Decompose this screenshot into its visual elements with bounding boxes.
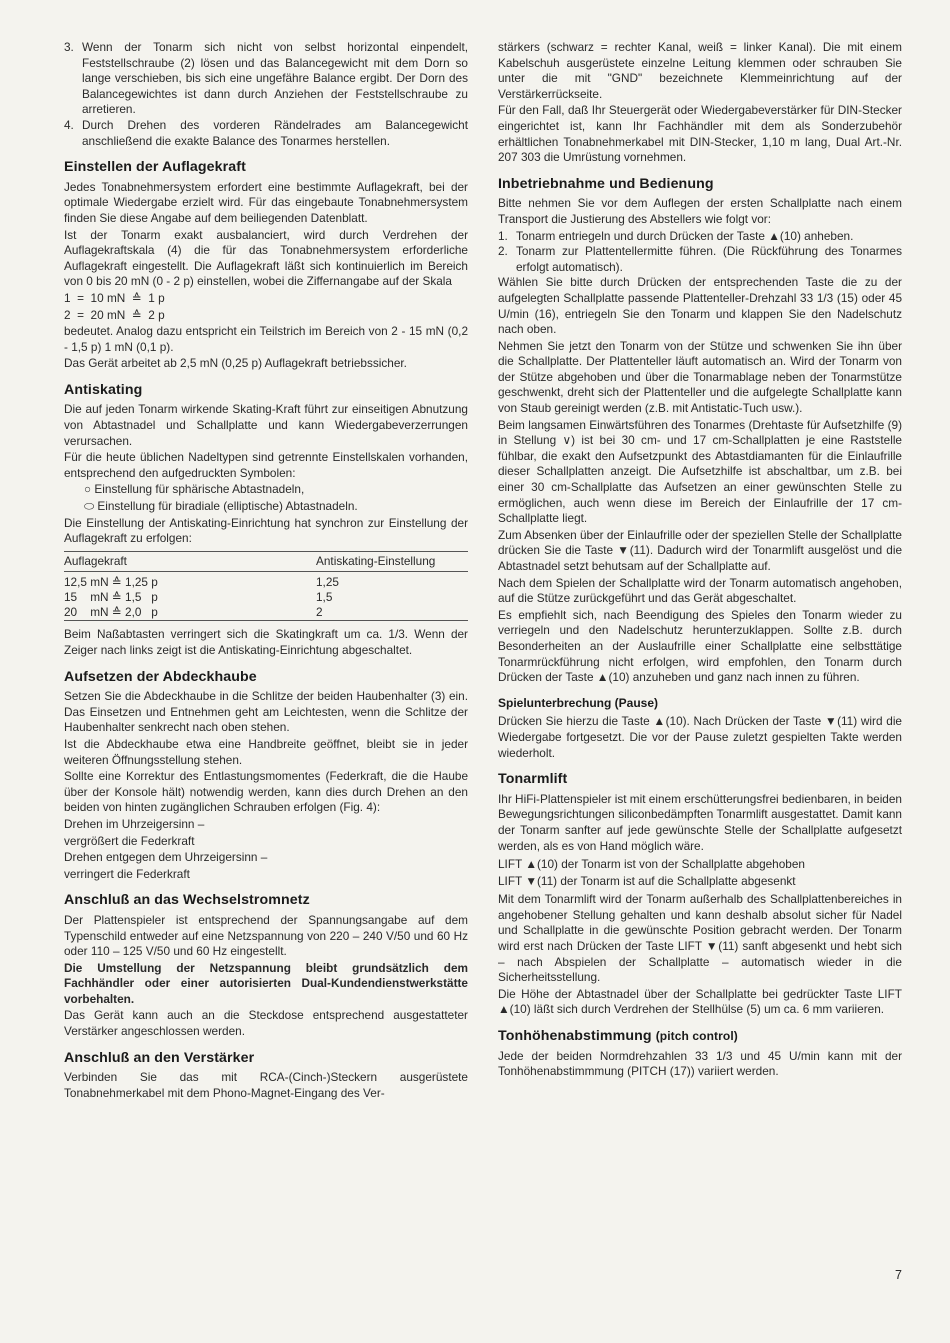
page-number: 7 <box>895 1268 902 1282</box>
paragraph: Mit dem Tonarmlift wird der Tonarm außerhalb des Schallplattenbereiches in angehobener Stellung gehalten und kann deshalb absolut sicher für Nadel und Schallplatte in die gewünschte Position gebracht werden. Der Tonarm wird erst nach Drücken der Taste LIFT ▼(11) sanft abgesenkt und hebt sich – nach Abspielen der Schallplatte – automatisch wieder in die Sicherheitsstellung. <box>498 892 902 985</box>
equation-line: 1 = 10 mN ≙ 1 p <box>64 290 165 305</box>
balance-steps-list <box>64 40 468 149</box>
table-header: Antiskating-Einstellung <box>316 551 468 572</box>
paragraph: Für die heute üblichen Nadeltypen sind getrennte Einstellskalen vorhanden, entsprechend den aufgedruckten Symbolen: <box>64 450 468 480</box>
paragraph: Beim Naßabtasten verringert sich die Skatingkraft um ca. 1/3. Wenn der Zeiger nach links zeigt ist die Antiskating-Einrichtung abgeschaltet. <box>64 627 468 657</box>
bold-notice: Die Umstellung der Netzspannung bleibt grundsätzlich dem Fachhändler oder einer autorisierten Dual-Kundendienstwerkstätte vorbehalten. <box>64 960 468 1006</box>
right-column <box>498 40 902 1081</box>
section-heading-inbetriebnahme: Inbetriebnahme und Bedienung <box>498 175 714 192</box>
paragraph: Jedes Tonabnehmersystem erfordert eine bestimmte Auflagekraft, bei der optimale Wiedergabe erzielt wird. Für das eingebaute Tonabnehmersystem finden Sie diese Angabe auf dem beiliegenden Datenblatt. <box>64 179 468 225</box>
text-line: LIFT ▲(10) der Tonarm ist von der Schallplatte abgehoben <box>498 857 805 872</box>
list-item: 1. Tonarm entriegeln und durch Drücken der Taste ▲(10) anheben. <box>498 228 854 243</box>
paragraph: Sollte eine Korrektur des Entlastungsmomentes (Federkraft, die die Haube über der Konsole hält) notwendig werden, kann dies durch Drehen an den beiden von hinten zugänglichen Schrauben erfolgen (Fig. 4): <box>64 769 468 815</box>
table-row: 15 mN ≙ 1,5 p 1,5 <box>64 590 333 605</box>
paragraph: Es empfiehlt sich, nach Beendigung des Spieles den Tonarm wieder zu verriegeln und den Nadelschutz herunterzuklappen. Sollte z.B. durch Besonderheiten an der Auslaufrille einer Schallplatte eine selbsttätige Tonarmrückführung nicht erfolgen, wird empfohlen, den Tonarm durch Drücken der Taste ▲(10) anzuheben und ganz nach innen zu führen. <box>498 607 902 685</box>
paragraph: Wählen Sie bitte durch Drücken der entsprechenden Taste die zu der aufgelegten Schallplatte passende Plattenteller-Drehzahl 33 1/3 (15) oder 45 U/min (16), entriegeln Sie den Tonarm und klappen Sie den Nadelschutz nach oben. <box>498 275 902 337</box>
paragraph: Verbinden Sie das mit RCA-(Cinch-)Steckern ausgerüstete Tonabnehmerkabel mit dem Phono-Magnet-Eingang des Ver- <box>64 1070 468 1100</box>
text-line: verringert die Federkraft <box>64 866 190 881</box>
section-heading-auflagekraft: Einstellen der Auflagekraft <box>64 159 246 176</box>
paragraph: Die Einstellung der Antiskating-Einrichtung hat synchron zur Einstellung der Auflagekraft zu erfolgen: <box>64 515 468 546</box>
paragraph: Das Gerät arbeitet ab 2,5 mN (0,25 p) Auflagekraft betriebssicher. <box>64 356 407 371</box>
table-row: 12,5 mN ≙ 1,25 p 1,25 <box>64 575 339 590</box>
text-line: LIFT ▼(11) der Tonarm ist auf die Schallplatte abgesenkt <box>498 873 796 888</box>
antiskating-table <box>64 551 468 622</box>
paragraph: bedeutet. Analog dazu entspricht ein Teilstrich im Bereich von 2 - 15 mN (0,2 - 1,5 p) 1 mN (0,1 p). <box>64 324 468 354</box>
section-heading-netz: Anschluß an das Wechselstromnetz <box>64 892 310 909</box>
section-heading-verstaerker: Anschluß an den Verstärker <box>64 1049 255 1066</box>
subsection-heading-pause: Spielunterbrechung (Pause) <box>498 695 659 710</box>
equation-line: 2 = 20 mN ≙ 2 p <box>64 307 165 322</box>
paragraph: Drücken Sie hierzu die Taste ▲(10). Nach Drücken der Taste ▼(11) wird die Wiedergabe fortgesetzt. Die vor der Pause zuletzt gespielten Takte werden wiederholt. <box>498 714 902 760</box>
paragraph: Nach dem Spielen der Schallplatte wird der Tonarm automatisch angehoben, auf die Stütze zurückgeführt und das Gerät abgeschaltet. <box>498 575 902 606</box>
paragraph: Das Gerät kann auch an die Steckdose entsprechend ausgestatteter Verstärker angeschlossen werden. <box>64 1008 468 1039</box>
paragraph: Beim langsamen Einwärtsführen des Tonarmes (Drehtaste für Aufsetzhilfe (9) in Stellung ∨) ist bei 30 cm- und 17 cm-Schallplatten je eine Raststelle fühlbar, die exakt den Aufsetzpunkt des Abtastdiamanten für die Einlaufrille dieser Schallplatten anzeigt. Die Aufsetzhilfe ist abschaltbar, um z.B. bei einer 30 cm-Schallplatte das Aufsetzen an einer gewünschten Stelle zu ermöglichen, auch wenn diese im Bereich der Einlaufrille der 17 cm-Schallplatte liegt. <box>498 417 902 526</box>
pitch-heading-main: Tonhöhenabstimmung <box>498 1028 652 1045</box>
paragraph: Ihr HiFi-Plattenspieler ist mit einem erschütterungsfrei bedienbaren, in beiden Bewegungsrichtungen siliconbedämpften Tonarmlift ausgestattet. Damit kann der Tonarm sanfter auf jede gewünschte Stelle der Schallplatte aufgesetzt werden, als es von Hand möglich wäre. <box>498 791 902 853</box>
paragraph: stärkers (schwarz = rechter Kanal, weiß = linker Kanal). Die mit einem Kabelschuh ausgerüstete einzelne Leitung klemmen oder schrauben Sie unter die mit "GND" bezeichnete Klemmeinrichtung auf der Verstärkerrückseite. <box>498 40 902 101</box>
table-header: Auflagekraft <box>64 551 316 572</box>
left-column <box>64 40 468 1102</box>
paragraph: Jede der beiden Normdrehzahlen 33 1/3 und 45 U/min kann mit der Tonhöhenabstimmmung (PITCH (17)) variiert werden. <box>498 1048 902 1079</box>
text-line: Drehen entgegen dem Uhrzeigersinn – <box>64 850 268 865</box>
list-item: 2. Tonarm zur Plattentellermitte führen. (Die Rückführung des Tonarmes erfolgt automatisch). <box>498 244 902 274</box>
list-item: 4. Durch Drehen des vorderen Rändelrades am Balancegewicht anschließend die exakte Balance des Tonarmes herstellen. <box>64 117 468 148</box>
pitch-heading-sub: (pitch control) <box>655 1029 738 1044</box>
paragraph: Setzen Sie die Abdeckhaube in die Schlitze der beiden Haubenhalter (3) ein. Das Einsetzen und Entnehmen geht am Leichtesten, wenn die Schlitze der Haubenhalter senkrecht nach oben stehen. <box>64 689 468 735</box>
list-item: 3. Wenn der Tonarm sich nicht von selbst horizontal einpendelt, Feststellschraube (2) lösen und das Balancegewicht mit dem Dorn so lange verschieben, bis sich eine ungefähre Balance ergibt. Der Dorn des Balancegewichtes ist dann durch Anziehen der Feststellschraube zu arretieren. <box>64 40 468 117</box>
paragraph: Die auf jeden Tonarm wirkende Skating-Kraft führt zur einseitigen Abnutzung von Abtastnadel und Schallplatte und kann Wiedergabeverzerrungen verursachen. <box>64 402 468 448</box>
section-heading-pitch <box>498 1029 902 1045</box>
paragraph: Ist der Tonarm exakt ausbalanciert, wird durch Verdrehen der Auflagekraftskala (4) die für das Tonabnehmersystem erforderliche Auflagekraft eingestellt. Die Auflagekraft läßt sich kontinuierlich im Bereich von 0 bis 20 mN (0 - 2 p) einstellen, wobei die Ziffernangabe auf der Skala <box>64 227 468 289</box>
paragraph: Zum Absenken über der Einlaufrille oder der speziellen Stelle der Schallplatte drücken Sie die Taste ▼(11). Dadurch wird der Tonarmlift ausgelöst und die Abtastnadel setzt behutsam auf der Schallplatte auf. <box>498 527 902 573</box>
paragraph: Der Plattenspieler ist entsprechend der Spannungsangabe auf dem Typenschild entweder auf eine Netzspannung von 220 – 240 V/50 und 60 Hz oder 110 – 125 V/50 und 60 Hz eingestellt. <box>64 912 468 959</box>
paragraph: Bitte nehmen Sie vor dem Auflegen der ersten Schallplatte nach einem Transport die Justierung des Abstellers wie folgt vor: <box>498 196 902 226</box>
section-heading-antiskating: Antiskating <box>64 381 143 398</box>
setup-steps-list <box>498 229 902 276</box>
symbol-line-biradial: ⬭ Einstellung für biradiale (elliptische) Abtastnadeln. <box>84 499 358 514</box>
paragraph: Nehmen Sie jetzt den Tonarm von der Stütze und schwenken Sie ihn über die Schallplatte. Der Plattenteller läuft automatisch an. Wird der Tonarm von der Stütze abgehoben und über die Tonarmablage neben der Tonarmstütze geschwenkt, dreht sich der Plattenteller und die aufgelegte Schallplatte kann von Staub gereinigt werden (z.B. mit Antistatic-Tuch usw.). <box>498 338 902 416</box>
table-row: 20 mN ≙ 2,0 p 2 <box>64 605 468 621</box>
section-heading-abdeckhaube: Aufsetzen der Abdeckhaube <box>64 668 257 685</box>
section-heading-tonarmlift: Tonarmlift <box>498 771 568 788</box>
paragraph: Ist die Abdeckhaube etwa eine Handbreite geöffnet, bleibt sie in jeder weiteren Öffnungsstellung stehen. <box>64 736 468 767</box>
text-line: vergrößert die Federkraft <box>64 833 195 848</box>
text-line: Drehen im Uhrzeigersinn – <box>64 816 205 831</box>
paragraph: Die Höhe der Abtastnadel über der Schallplatte bei gedrückter Taste LIFT ▲(10) läßt sich durch Verdrehen der Stellhülse (5) um ca. 6 mm variieren. <box>498 986 902 1017</box>
paragraph: Für den Fall, daß Ihr Steuergerät oder Wiedergabeverstärker für DIN-Stecker eingerichtet ist, kann Ihr Fachhändler mit dem als Sonderzubehör erhältlichen Tonabnehmerkabel mit DIN-Stecker, 1,10 m lang, Dual Art.-Nr. 207 303 die Umrüstung vornehmen. <box>498 103 902 165</box>
symbol-line-spherical: ○ Einstellung für sphärische Abtastnadeln, <box>84 482 305 497</box>
